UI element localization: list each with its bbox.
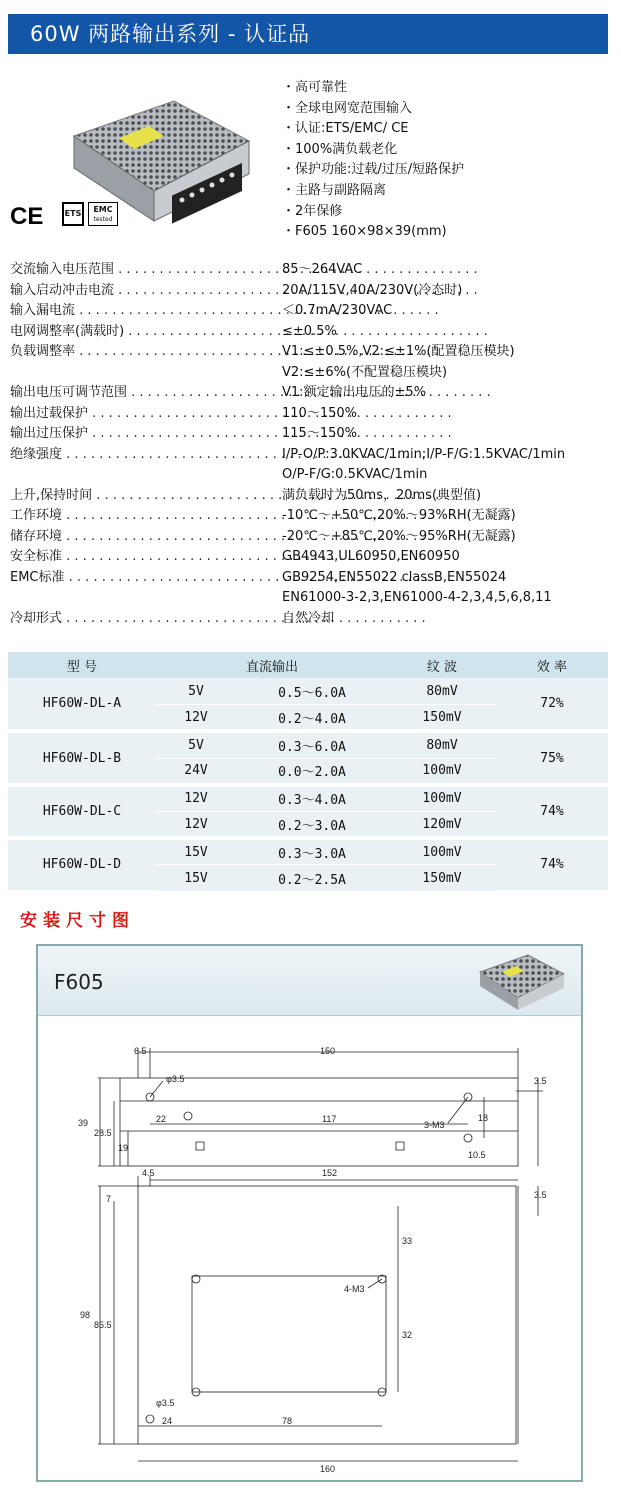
header-model: 型 号 xyxy=(8,652,156,678)
voltage-cell: 5V xyxy=(156,678,236,705)
table-row xyxy=(8,678,608,705)
current-cell: 0.5～6.0A xyxy=(236,678,388,705)
emc-mark-label: EMC xyxy=(93,205,113,214)
ets-mark-icon: ETS xyxy=(62,202,84,226)
spec-row xyxy=(10,363,615,384)
dim-side-150: 150 xyxy=(320,1046,336,1056)
voltage-cell: 12V xyxy=(156,811,236,838)
spec-row xyxy=(10,383,615,404)
feature-item: ・ 全球电网宽范围输入 xyxy=(282,99,464,120)
dim-top-4-m3: 4-M3 xyxy=(344,1284,365,1294)
table-header-row xyxy=(8,652,608,678)
model-cell: HF60W-DL-B xyxy=(8,731,156,784)
dim-side-3-5: 3.5 xyxy=(534,1076,547,1086)
table-row xyxy=(8,838,608,865)
spec-label: 冷却形式 . . . xyxy=(10,609,282,630)
spec-row xyxy=(10,301,615,322)
feature-item: ・ 100%满负载老化 xyxy=(282,140,464,161)
ripple-cell: 100mV xyxy=(388,785,496,812)
spec-label: 电网调整率(满载时) . . . xyxy=(10,322,282,343)
voltage-cell: 15V xyxy=(156,838,236,865)
dim-side-3-m3: 3-M3 xyxy=(424,1120,445,1130)
spec-row xyxy=(10,588,615,609)
spec-value: V1:≤±0.5%,V2:≤±1%(配置稳压模块) xyxy=(282,344,515,359)
current-cell: 0.2～3.0A xyxy=(236,811,388,838)
ripple-cell: 150mV xyxy=(388,865,496,892)
model-cell: HF60W-DL-A xyxy=(8,678,156,731)
spec-label xyxy=(10,465,282,486)
spec-row xyxy=(10,281,615,302)
spec-value: -20℃～+85℃,20%～95%RH(无凝露) xyxy=(282,528,516,544)
spec-value: GB9254,EN55022 classB,EN55024 xyxy=(282,569,507,585)
spec-label: 负载调整率 . . . xyxy=(10,342,282,363)
ripple-cell: 150mV xyxy=(388,705,496,732)
table-row xyxy=(8,785,608,812)
feature-item: ・ 2年保修 xyxy=(282,202,464,223)
spec-label: 工作环境 . . . xyxy=(10,506,282,527)
spec-value: 85～264VAC xyxy=(282,262,363,277)
dim-side-19: 19 xyxy=(118,1143,129,1153)
ripple-cell: 120mV xyxy=(388,811,496,838)
spec-label: 输入启动冲击电流 . . . xyxy=(10,281,282,302)
dim-top-152: 152 xyxy=(322,1168,338,1178)
spec-row xyxy=(10,547,615,568)
spec-row xyxy=(10,424,615,445)
spec-label: 交流输入电压范围 . . . xyxy=(10,260,282,281)
spec-value: V2:≤±6%(不配置稳压模块) xyxy=(282,364,448,380)
model-table xyxy=(8,652,608,894)
ripple-cell: 80mV xyxy=(388,731,496,758)
voltage-cell: 12V xyxy=(156,785,236,812)
dim-side-10-5: 10.5 xyxy=(468,1150,486,1160)
spec-value: 115～150% xyxy=(282,426,357,441)
voltage-cell: 12V xyxy=(156,705,236,732)
spec-value: EN61000-3-2,3,EN61000-4-2,3,4,5,6,8,11 xyxy=(282,590,552,605)
current-cell: 0.3～4.0A xyxy=(236,785,388,812)
feature-list xyxy=(282,78,464,243)
emc-tested-label: tested xyxy=(93,216,113,223)
drawing-model-code: F605 xyxy=(54,970,104,994)
dimension-title: 安装尺寸图 xyxy=(20,911,135,931)
current-cell: 0.2～4.0A xyxy=(236,705,388,732)
header-dc-output: 直流输出 xyxy=(156,652,388,678)
table-row xyxy=(8,731,608,758)
ce-mark-icon xyxy=(10,202,44,230)
spec-row xyxy=(10,404,615,425)
ripple-cell: 100mV xyxy=(388,758,496,785)
ripple-cell: 100mV xyxy=(388,838,496,865)
dim-top-85-5: 85.5 xyxy=(94,1320,112,1330)
spec-value: 自然冷却 xyxy=(282,610,335,626)
feature-item: ・ 认证:ETS/EMC/ CE xyxy=(282,119,464,140)
spec-row xyxy=(10,322,615,343)
spec-value: 110～150% xyxy=(282,405,357,421)
feature-item: ・ 保护功能:过载/过压/短路保护 xyxy=(282,160,464,181)
spec-row xyxy=(10,342,615,363)
current-cell: 0.3～6.0A xyxy=(236,731,388,758)
spec-row xyxy=(10,506,615,527)
dim-side-39: 39 xyxy=(78,1118,89,1128)
spec-list xyxy=(10,260,615,629)
spec-value: I/P-O/P:3.0KVAC/1min;I/P-F/G:1.5KVAC/1min xyxy=(282,446,566,462)
ce-mark-text: CE xyxy=(10,203,44,230)
dim-side-hole-dia: φ3.5 xyxy=(166,1074,185,1084)
spec-value: GB4943,UL60950,EN60950 xyxy=(282,549,460,564)
spec-value: O/P-F/G:0.5KVAC/1min xyxy=(282,467,428,482)
dim-top-33: 33 xyxy=(402,1236,413,1246)
feature-item: ・ F605 160×98×39(mm) xyxy=(282,222,464,243)
voltage-cell: 15V xyxy=(156,865,236,892)
spec-label: 输出电压可调节范围 . . . xyxy=(10,383,282,404)
spec-label: 安全标准 . . . xyxy=(10,547,282,568)
spec-row xyxy=(10,486,615,507)
dim-top-3-5: 3.5 xyxy=(534,1190,547,1200)
spec-row xyxy=(10,609,615,630)
dim-side-117: 117 xyxy=(322,1114,337,1124)
spec-value: ≤±0.5% xyxy=(282,323,337,339)
spec-row xyxy=(10,568,615,589)
dimension-drawing xyxy=(36,944,583,1482)
efficiency-cell: 72% xyxy=(496,678,608,731)
dim-top-4-5: 4.5 xyxy=(142,1168,155,1178)
dim-top-32: 32 xyxy=(402,1330,413,1340)
emc-tested-mark-icon xyxy=(88,202,118,226)
efficiency-cell: 75% xyxy=(496,731,608,784)
dim-side-6-5: 6.5 xyxy=(134,1046,147,1056)
dim-side-22: 22 xyxy=(156,1114,167,1124)
spec-value: V1:额定输出电压的±5% xyxy=(282,385,427,400)
spec-label xyxy=(10,588,282,609)
spec-row xyxy=(10,465,615,486)
top-view-outline xyxy=(138,1186,516,1444)
spec-label: 输入漏电流 . . . xyxy=(10,301,282,322)
voltage-cell: 5V xyxy=(156,731,236,758)
current-cell: 0.0～2.0A xyxy=(236,758,388,785)
efficiency-cell: 74% xyxy=(496,838,608,891)
spec-value: 20A/115V,40A/230V(冷态时) xyxy=(282,282,463,298)
dim-top-hole-dia: φ3.5 xyxy=(156,1398,175,1408)
spec-label: 绝缘强度 . . . xyxy=(10,445,282,466)
model-cell: HF60W-DL-C xyxy=(8,785,156,838)
spec-value: -10℃～+50℃,20%～93%RH(无凝露) xyxy=(282,508,516,523)
spec-row xyxy=(10,445,615,466)
header-efficiency: 效 率 xyxy=(496,652,608,678)
spec-row xyxy=(10,527,615,548)
page-title: 60W 两路输出系列 - 认证品 xyxy=(8,14,608,54)
current-cell: 0.2～2.5A xyxy=(236,865,388,892)
dim-top-7: 7 xyxy=(106,1194,112,1204)
spec-label: EMC标准 . . . xyxy=(10,568,282,589)
dim-top-78: 78 xyxy=(282,1416,293,1426)
current-cell: 0.3～3.0A xyxy=(236,838,388,865)
spec-row xyxy=(10,260,615,281)
spec-label: 输出过载保护 . . . xyxy=(10,404,282,425)
header-ripple: 纹 波 xyxy=(388,652,496,678)
spec-label: 输出过压保护 . . . xyxy=(10,424,282,445)
dim-top-98: 98 xyxy=(80,1310,91,1320)
spec-label: 储存环境 . . . xyxy=(10,527,282,548)
spec-value: ＜0.7mA/230VAC xyxy=(282,303,393,318)
ripple-cell: 80mV xyxy=(388,678,496,705)
feature-item: ・ 高可靠性 xyxy=(282,78,464,99)
voltage-cell: 24V xyxy=(156,758,236,785)
dim-side-18: 18 xyxy=(478,1113,489,1123)
spec-label xyxy=(10,363,282,384)
dim-side-28-5: 28.5 xyxy=(94,1128,112,1138)
side-view-outline xyxy=(120,1078,518,1166)
dim-top-24: 24 xyxy=(162,1416,173,1426)
efficiency-cell: 74% xyxy=(496,785,608,838)
spec-value: 满负载时为50ms，20ms(典型值) xyxy=(282,487,482,503)
feature-item: ・ 主路与副路隔离 xyxy=(282,181,464,202)
spec-label: 上升,保持时间 . . . xyxy=(10,486,282,507)
model-cell: HF60W-DL-D xyxy=(8,838,156,891)
dim-top-160: 160 xyxy=(320,1464,336,1474)
drawing-lines xyxy=(38,946,581,1480)
